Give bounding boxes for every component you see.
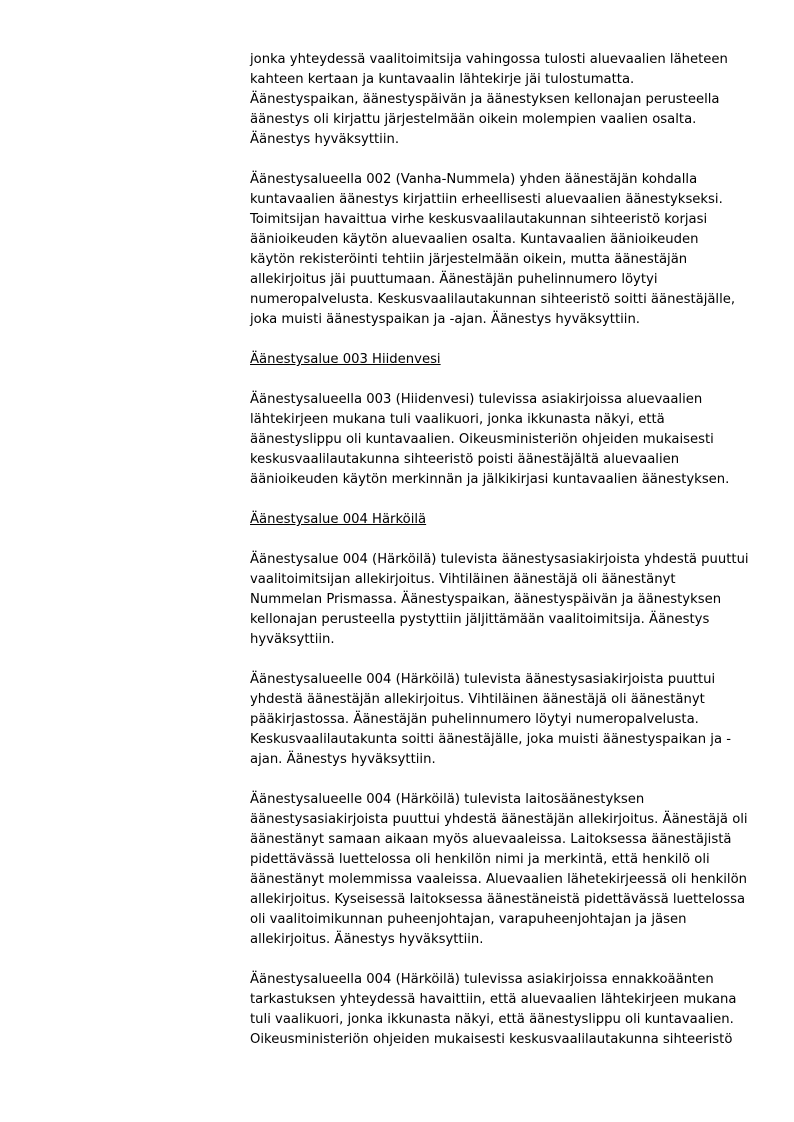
- text-line: Äänestys hyväksyttiin.: [250, 132, 400, 147]
- paragraph-gap: [250, 950, 750, 970]
- text-line: Äänestysalueelle 004 (Härköilä) tulevista laitosäänestyksen: [250, 792, 645, 807]
- paragraph-gap: [250, 370, 750, 390]
- text-line: pidettävässä luettelossa oli henkilön nimi ja merkintä, että henkilö oli: [250, 852, 710, 867]
- paragraph-gap: [250, 490, 750, 510]
- paragraph: [250, 170, 750, 330]
- text-line: äänioikeuden käytön merkinnän ja jälkikirjasi kuntavaalien äänestyksen.: [250, 472, 730, 487]
- text-line: Toimitsijan havaittua virhe keskusvaalilautakunnan sihteeristö korjasi: [250, 212, 708, 227]
- text-line: oli vaalitoimikunnan puheenjohtajan, varapuheenjohtajan ja jäsen: [250, 912, 687, 927]
- text-line: Äänestysalueella 002 (Vanha-Nummela) yhden äänestäjän kohdalla: [250, 172, 698, 187]
- text-line: äänestys oli kirjattu järjestelmään oikein molempien vaalien osalta.: [250, 112, 697, 127]
- paragraph-gap: [250, 330, 750, 350]
- paragraph-gap: [250, 770, 750, 790]
- text-line: lähtekirjeen mukana tuli vaalikuori, jonka ikkunasta näkyi, että: [250, 412, 665, 427]
- text-line: Äänestyspaikan, äänestyspäivän ja äänestyksen kellonajan perusteella: [250, 92, 720, 107]
- paragraph: [250, 790, 750, 950]
- text-line: Nummelan Prismassa. Äänestyspaikan, äänestyspäivän ja äänestyksen: [250, 592, 722, 607]
- text-line: Keskusvaalilautakunta soitti äänestäjälle, joka muisti äänestyspaikan ja -: [250, 732, 731, 747]
- text-line: jonka yhteydessä vaalitoimitsija vahingossa tulosti aluevaalien läheteen: [250, 52, 728, 67]
- text-line: äänestänyt samaan aikaan myös aluevaaleissa. Laitoksessa äänestäjistä: [250, 832, 732, 847]
- text-line: kahteen kertaan ja kuntavaalin lähtekirje jäi tulostumatta.: [250, 72, 635, 87]
- text-line: tarkastuksen yhteydessä havaittiin, että aluevaalien lähtekirjeen mukana: [250, 992, 737, 1007]
- text-line: äänestysasiakirjoista puuttui yhdestä äänestäjän allekirjoitus. Äänestäjä oli: [250, 812, 748, 827]
- text-line: hyväksyttiin.: [250, 632, 335, 647]
- text-line: äänioikeuden käytön aluevaalien osalta. Kuntavaalien äänioikeuden: [250, 232, 699, 247]
- text-line: Äänestysalue 004 (Härköilä) tulevista äänestysasiakirjoista yhdestä puuttui: [250, 552, 749, 567]
- text-line: Äänestysalueelle 004 (Härköilä) tulevista äänestysasiakirjoista puuttui: [250, 672, 716, 687]
- text-line: yhdestä äänestäjän allekirjoitus. Vihtiläinen äänestäjä oli äänestänyt: [250, 692, 705, 707]
- text-line: allekirjoitus jäi puuttumaan. Äänestäjän puhelinnumero löytyi: [250, 272, 658, 287]
- text-line: vaalitoimitsijan allekirjoitus. Vihtiläinen äänestäjä oli äänestänyt: [250, 572, 676, 587]
- text-line: kellonajan perusteella pystyttiin jäljittämään vaalitoimitsija. Äänestys: [250, 612, 710, 627]
- text-line: allekirjoitus. Äänestys hyväksyttiin.: [250, 932, 484, 947]
- section-heading: Äänestysalue 004 Härköilä: [250, 512, 427, 527]
- text-line: keskusvaalilautakunna sihteeristö poisti äänestäjältä aluevaalien: [250, 452, 680, 467]
- paragraph: [250, 390, 750, 490]
- paragraph-gap: [250, 150, 750, 170]
- text-line: kuntavaalien äänestys kirjattiin erheellisesti aluevaalien äänestykseksi.: [250, 192, 723, 207]
- text-line: Äänestysalueella 003 (Hiidenvesi) tulevissa asiakirjoissa aluevaalien: [250, 392, 703, 407]
- section-heading: Äänestysalue 003 Hiidenvesi: [250, 352, 441, 367]
- paragraph: [250, 970, 750, 1050]
- paragraph-gap: [250, 530, 750, 550]
- document-page: [250, 50, 750, 1050]
- paragraph: [250, 50, 750, 150]
- paragraph: [250, 550, 750, 650]
- paragraph-gap: [250, 650, 750, 670]
- text-line: äänestyslippu oli kuntavaalien. Oikeusministeriön ohjeiden mukaisesti: [250, 432, 714, 447]
- text-line: Äänestysalueella 004 (Härköilä) tulevissa asiakirjoissa ennakkoäänten: [250, 972, 714, 987]
- text-line: käytön rekisteröinti tehtiin järjestelmään oikein, mutta äänestäjän: [250, 252, 688, 267]
- text-line: äänestänyt molemmissa vaaleissa. Aluevaalien lähetekirjeessä oli henkilön: [250, 872, 748, 887]
- text-line: pääkirjastossa. Äänestäjän puhelinnumero löytyi numeropalvelusta.: [250, 712, 699, 727]
- text-line: allekirjoitus. Kyseisessä laitoksessa äänestäneistä pidettävässä luettelossa: [250, 892, 746, 907]
- text-line: Oikeusministeriön ohjeiden mukaisesti keskusvaalilautakunna sihteeristö: [250, 1032, 733, 1047]
- text-line: numeropalvelusta. Keskusvaalilautakunnan sihteeristö soitti äänestäjälle,: [250, 292, 736, 307]
- paragraph: [250, 670, 750, 770]
- text-line: ajan. Äänestys hyväksyttiin.: [250, 752, 436, 767]
- text-line: tuli vaalikuori, jonka ikkunasta näkyi, että äänestyslippu oli kuntavaalien.: [250, 1012, 734, 1027]
- text-line: joka muisti äänestyspaikan ja -ajan. Äänestys hyväksyttiin.: [250, 312, 641, 327]
